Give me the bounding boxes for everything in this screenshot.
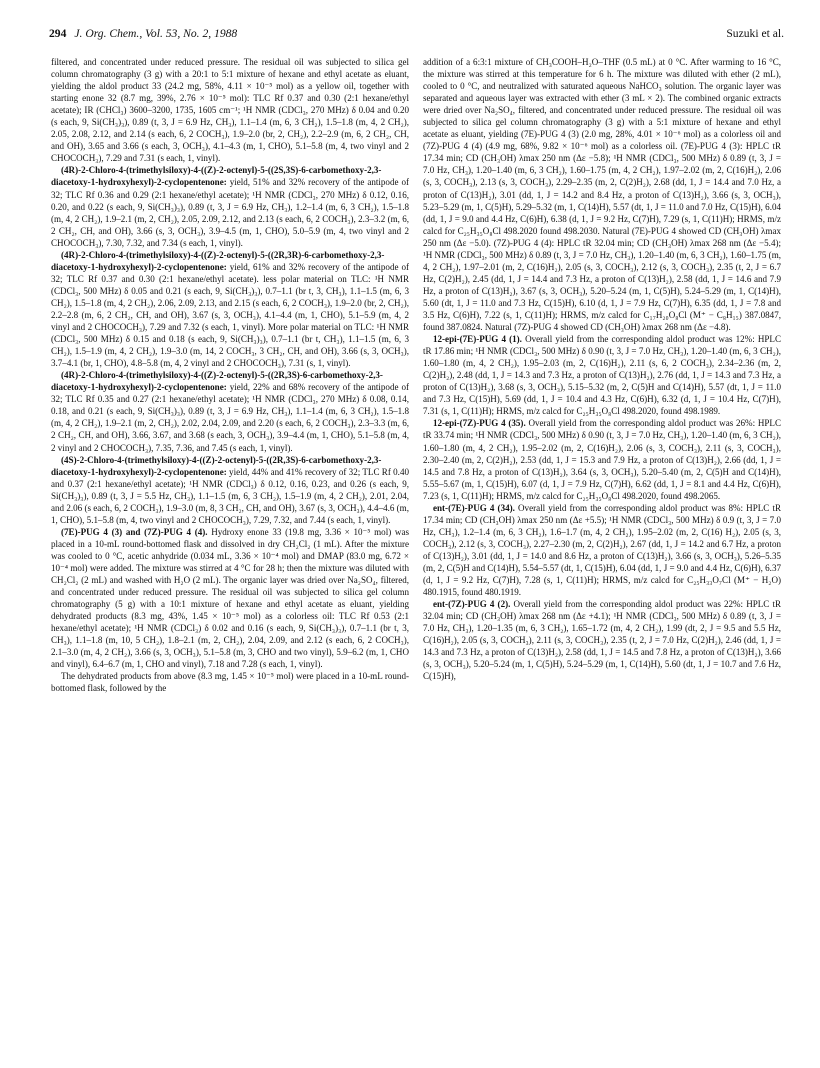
- compound-title: 12-epi-(7E)-PUG 4 (1).: [433, 334, 522, 345]
- compound-title: (7E)-PUG 4 (3) and (7Z)-PUG 4 (4).: [61, 526, 208, 537]
- paragraph: [51, 526, 409, 671]
- header-left: [49, 27, 237, 40]
- paragraph: [423, 417, 781, 501]
- paragraph: [51, 454, 409, 526]
- paragraph-text: yield, 44% and 41% recovery of 32; TLC Rf 0.40 and 0.37 (2:1 hexane/ethyl acetate); ¹H NMR (CDCl₃) δ 0.12, 0.16, 0.23, and 0.26 (s each, 9, Si(CH₃)₃), 0.89 (t, 3, J = 5.5 Hz, CH₃), 1.1–1.5 (m, 6, 3 CH₂), 1.5–1.9 (m, 4, 2 CH₂), 2.01, 2.04, and 2.06 (s each, 6, 2 COCH₃), 1.9–3.0 (m, 8, 3 CH₂, CH, and OH), 3.67 (s, 3, OCH₃), 4.4–4.6 (m, 1, CHO), 5.1–5.8 (m, 4, two vinyl and 2 CHOCOCH₃), 7.29, 7.32, and 7.44 (s each, 1, vinyl).: [51, 466, 409, 525]
- compound-title: (4R)-2-Chloro-4-(trimethylsiloxy)-4-((Z)-2-octenyl)-5-((2S,3S)-6-carbomethoxy-2,3-diacetoxy-1-hydroxyhexyl)-2-cyclopentenone:: [51, 165, 382, 188]
- left-column: [51, 56, 409, 1056]
- paragraph-text: Hydroxy enone 33 (19.8 mg, 3.36 × 10⁻⁵ mol) was placed in a 10-mL round-bottomed flask and dissolved in dry CH₂Cl₂ (1 mL). After the mixture was cooled to 0 °C, acetic anhydride (0.034 mL, 3.36 × 10⁻⁴ mol) and DMAP (83.0 mg, 6.72 × 10⁻⁴ mol) were added. The mixture was stirred at 4 °C for 28 h; then the mixture was diluted with CH₂Cl₂ (2 mL) and washed with H₂O (2 mL). The organic layer was dried over Na₂SO₄, filtered, and concentrated under reduced pressure. The residual oil was subjected to silica gel column chromatography (5 g) with a 10:1 mixture of hexane and ethyl acetate as eluant, yielding dehydrated products (8.3 mg, 43%, 1.45 × 10⁻⁵ mol) as a colorless oil: TLC Rf 0.53 (2:1 hexane/ethyl acetate); ¹H NMR (CDCl₃) δ 0.02 and 0.16 (s each, 9, Si(CH₃)₃), 0.7–1.1 (br t, 3, CH₃), 1.1–1.8 (m, 10, 5 CH₂), 1.8–2.1 (m, 2, CH₂), 2.04, 2.09, and 2.12 (s each, 6, 2 COCH₃), 2.1–3.0 (m, 4, 2 CH₂), 3.66 (s, 3, OCH₃), 5.1–5.8 (m, 3, CHO and two vinyl), 5.9–6.2 (m, 1, CHO and vinyl), 6.4–6.7 (m, 1, CHO and vinyl), 7.18 and 7.28 (s each, 1, vinyl).: [51, 526, 409, 670]
- paragraph-text: Overall yield from the corresponding aldol product was 8%: HPLC tR 17.34 min; CD (CH₃OH) λmax 250 nm (Δε +5.5); ¹H NMR (CDCl₃, 500 MHz) δ 0.9 (t, 3, J = 7.0 Hz, CH₃), 1.2–1.4 (m, 6, 3 CH₂), 1.6–1.7 (m, 4, 2 CH₂), 1.95–2.02 (m, 2, C(16) H₂), 2.05 (s, 3, COCH₃), 2.12 (s, 3, COCH₃), 2.27–2.30 (m, 2, C(2)H₂), 2.67 (dd, 1, J = 14.2 and 6.7 Hz, a proton of C(13)H₂), 3.01 (dd, 1, J = 14.0 and 8.6 Hz, a proton of C(13)H₂), 3.66 (s, 3, OCH₃), 5.26–5.35 (m, 2, C(5)H and C(14)H), 5.54–5.57 (dt, 1, C(15)H), 6.04 (dd, 1, J = 9.0 and 4.4 Hz, C(6)H), 6.37 (d, 1, J = 9.2 Hz, C(7)H), 7.28 (s, 1, C(11)H); HRMS, m/z calcd for C₂₅H₃₃O₇Cl (M⁺ − H₂O) 480.1915, found 480.1919.: [423, 502, 781, 598]
- paragraph-text: Overall yield from the corresponding aldol product was 22%: HPLC tR 32.04 min; CD (CH₃OH) λmax 268 nm (Δε +4.1); ¹H NMR (CDCl₃, 500 MHz) δ 0.89 (t, 3, J = 7.0 Hz, CH₃), 1.20–1.35 (m, 6, 3 CH₂), 1.65–1.72 (m, 4, 2 CH₂), 1.99 (dt, 2, J = 9.5 and 5.5 Hz, C(16)H₂), 2.05 (s, 3, COCH₃), 2.11 (s, 3, COCH₃), 2.35 (t, 2, J = 7.0 Hz, C(2)H₂), 2.46 (dd, 1, J = 14.3 and 7.3 Hz, a proton of C(13)H₂), 2.58 (dd, 1, J = 14.5 and 7.8 Hz, a proton of C(13)H₂), 3.66 (s, 3, OCH₃), 5.20–5.24 (m, 1, C(5)H), 5.24–5.29 (m, 1, C(14)H), 5.60 (dt, 1, J = 10.7 and 7.6 Hz, C(15)H),: [423, 599, 781, 682]
- compound-title: 12-epi-(7Z)-PUG 4 (35).: [433, 418, 526, 429]
- paragraph: [423, 56, 781, 333]
- header-authors: Suzuki et al.: [726, 27, 784, 40]
- page-number: 294: [49, 27, 67, 40]
- paragraph-text: yield, 61% and 32% recovery of the antipode of 32; TLC Rf 0.37 and 0.30 (2:1 hexane/ethyl acetate). less polar material on TLC: ¹H NMR (CDCl₃, 500 MHz) δ 0.05 and 0.21 (s each, 9, Si(CH₃)₃), 0.7–1.1 (br t, 3, CH₃), 1.1–1.5 (m, 6, 3 CH₂), 1.5–1.8 (m, 4, 2 CH₂), 2.06, 2.09, 2.13, and 2.15 (s each, 6, 2 COCH₃), 1.9–2.0 (br, 2, CH₂), 2.2–2.8 (m, 6, 2 CH₂, CH, and OH), 3.67 (s, 3, OCH₃), 4.1–4.4 (m, 1, CHO), 5.1–5.9 (m, 4, 2 vinyl and 2 CHOCOCH₃), 7.29 and 7.32 (s each, 1, vinyl). More polar material on TLC: ¹H NMR (CDCl₃, 500 MHz) δ 0.15 and 0.18 (s each, 9, Si(CH₃)₃), 0.7–1.1 (br t, CH₃), 1.1–1.5 (m, 6, 3 CH₂), 1.5–1.9 (m, 4, 2 CH₂), 1.9–3.0 (m, 14, 2 COCH₃, 3 CH₂, CH, and OH), 3.66 (s, 3, OCH₃), 3.7–4.1 (br, 1, CHO), 4.8–5.8 (m, 4, 2 vinyl and 2 CHOCOCH₃), 7.31 (s, 1, vinyl).: [51, 261, 409, 369]
- paragraph: [423, 598, 781, 682]
- compound-title: ent-(7Z)-PUG 4 (2).: [433, 599, 511, 610]
- paragraph: [51, 670, 409, 694]
- compound-title: (4S)-2-Chloro-4-(trimethylsiloxy)-4-((Z)-2-octenyl)-5-((2R,3S)-6-carbomethoxy-2,3-diacetoxy-1-hydroxyhexyl)-2-cyclopentenone:: [51, 454, 382, 477]
- paragraph-text: Overall yield from the corresponding aldol product was 12%: HPLC tR 17.86 min; ¹H NMR (CDCl₃, 500 MHz) δ 0.90 (t, 3, J = 7.0 Hz, CH₃), 1.20–1.40 (m, 6, 3 CH₂), 1.60–1.80 (m, 4, 2 CH₂), 1.95–2.03 (m, 2, C(16)H₂), 2.11 (s, 6, 2 COCH₃), 2.34–2.36 (m, 2, C(2)H₂), 2.48 (dd, 1, J = 14.3 and 7.3 Hz, a proton of C(13)H₂), 2.76 (dd, 1, J = 14.3 and 7.3 Hz, a proton of C(13)H₂), 3.68 (s, 3, OCH₃), 5.15–5.32 (m, 2, C(5)H and C(14)H), 5.57 (dt, 1, J = 11.0 and 7.3 Hz, C(15)H), 5.69 (dd, 1, J = 10.4 and 4.3 Hz, C(6)H), 6.32 (d, 1, J = 10.4 Hz, C(7)H), 7.31 (s, 1, C(11)H); HRMS, m/z calcd for C₂₅H₃₅O₈Cl 498.2020, found 498.1989.: [423, 334, 781, 417]
- paragraph-text: The dehydrated products from above (8.3 mg, 1.45 × 10⁻⁵ mol) were placed in a 10-mL round-bottomed flask, followed by the: [51, 671, 409, 694]
- compound-title: (4R)-2-Chloro-4-(trimethylsiloxy)-4-((Z)-2-octenyl)-5-((2R,3S)-6-carbomethoxy-2,3-diacetoxy-1-hydroxyhexyl)-2-cyclopentenone:: [51, 370, 383, 393]
- paragraph: [51, 164, 409, 248]
- paragraph-text: yield, 22% and 68% recovery of the antipode of 32; TLC Rf 0.35 and 0.27 (2:1 hexane/ethyl acetate); ¹H NMR (CDCl₃, 270 MHz) δ 0.08, 0.14, 0.18, and 0.21 (s each, 9, Si(CH₃)₃), 0.89 (t, 3, J = 6.9 Hz, CH₃), 1.1–1.4 (m, 6, 3 CH₂), 1.5–1.8 (m, 4, 2 CH₂), 1.9–2.1 (m, 2, CH₂), 2.02, 2.04, 2.09, and 2.20 (s each, 6, 2 COCH₃), 2.3–3.3 (m, 6, 2 CH₂, CH, and OH), 3.66, 3.67, and 3.68 (s each, 3, OCH₃), 3.9–4.4 (m, 1, CHO), 5.1–5.8 (m, 4, 2 vinyl and 2 CHOCOCH₃), 7.35, 7.36, and 7.45 (s each, 1, vinyl).: [51, 382, 409, 453]
- paragraph: [51, 56, 409, 164]
- paragraph-text: filtered, and concentrated under reduced pressure. The residual oil was subjected to silica gel column chromatography (3 g) with a 20:1 to 5:1 mixture of hexane and ethyl acetate as eluant, yielding the aldol product 33 (24.2 mg, 58%, 4.11 × 10⁻⁵ mol) as a yellow oil, together with starting enone 32 (8.7 mg, 39%, 2.76 × 10⁻⁵ mol): TLC Rf 0.37 and 0.30 (2:1 hexane/ethyl acetate); IR (CHCl₃) 3600–3200, 1735, 1605 cm⁻¹; ¹H NMR (CDCl₃, 270 MHz) δ 0.04 and 0.20 (s each, 9, Si(CH₃)₃), 0.89 (t, 3, J = 6.9 Hz, CH₃), 1.1–1.4 (m, 6, 3 CH₂), 1.5–1.8 (m, 4, 2 CH₂), 2.05, 2.08, 2.12, and 2.14 (s each, 6, 2 COCH₃), 1.9–2.0 (br, 2, CH₂), 2.2–2.9 (m, 6, 2 CH₂, CH, and OH), 3.65 and 3.66 (s each, 3, OCH₃), 4.1–4.3 (m, 1, CHO), 5.1–5.8 (m, 4, two vinyl and 2 CHOCOCH₃), 7.29 and 7.31 (s each, 1, vinyl).: [51, 57, 409, 164]
- compound-title: (4R)-2-Chloro-4-(trimethylsiloxy)-4-((Z)-2-octenyl)-5-((2R,3R)-6-carbomethoxy-2,3-diacetoxy-1-hydroxyhexyl)-2-cyclopentenone:: [51, 249, 385, 272]
- journal-citation: J. Org. Chem., Vol. 53, No. 2, 1988: [74, 27, 238, 40]
- paragraph-text: yield, 51% and 32% recovery of the antipode of 32; TLC Rf 0.36 and 0.29 (2:1 hexane/ethyl acetate); ¹H NMR (CDCl₃, 270 MHz) δ 0.12, 0.16, 0.20, and 0.22 (s each, 9, Si(CH₃)₃), 0.89 (t, 3, J = 6.9 Hz, CH₃), 1.2–1.4 (m, 6, 3 CH₂), 1.5–1.8 (m, 4, 2 CH₂), 1.9–2.1 (m, 2, CH₂), 2.05, 2.09, 2.12, and 2.13 (s each, 6, 2 COCH₃), 2.3–3.2 (m, 6, 2 CH₂, CH, and OH), 3.66 (s, 3, OCH₃), 3.9–4.5 (m, 1, CHO), 5.0–5.9 (m, 4, two vinyl and 2 CHOCOCH₃), 7.30, 7.32, and 7.34 (s each, 1, vinyl).: [51, 177, 409, 248]
- paragraph-text: Overall yield from the corresponding aldol product was 26%: HPLC tR 33.74 min; ¹H NMR (CDCl₃, 500 MHz) δ 0.90 (t, 3, J = 7.0 Hz, CH₃), 1.20–1.40 (m, 6, 3 CH₂), 1.60–1.80 (m, 4, 2 CH₂), 1.95–2.02 (m, 2, C(16)H₂), 2.06 (s, 3, COCH₃), 2.11 (s, 3, COCH₃), 2.30–2.40 (m, 2, C(2)H₂), 2.53 (dd, 1, J = 15.3 and 7.9 Hz, a proton of C(13)H₂), 2.66 (dd, 1, J = 14.5 and 7.8 Hz, a proton of C(13)H₂), 3.64 (s, 3, OCH₃), 5.20–5.40 (m, 2, C(5)H and C(14)H), 5.55–5.67 (m, 1, C(15)H), 6.07 (d, 1, J = 7.9 Hz, C(7)H), 6.62 (dd, 1, J = 8.1 and 4.4 Hz, C(6)H), 7.23 (s, 1, C(11)H); HRMS, m/z calcd for C₂₅H₃₅O₈Cl 498.2020, found 498.2065.: [423, 418, 781, 501]
- paragraph: [51, 249, 409, 369]
- running-header: [49, 27, 784, 43]
- compound-title: ent-(7E)-PUG 4 (34).: [433, 502, 515, 513]
- paragraph: [423, 502, 781, 598]
- paragraph: [423, 333, 781, 417]
- paragraph: [51, 369, 409, 453]
- paragraph-text: addition of a 6:3:1 mixture of CH₃COOH–H₂O–THF (0.5 mL) at 0 °C. After warming to 16 °C, the mixture was stirred at this temperature for 6 h. The mixture was diluted with ether (2 mL), cooled to 0 °C, and neutralized with saturated aqueous NaHCO₃ solution. The organic layer was separated and aqueous layer was extracted with ether (3 mL × 2). The combined organic extracts were dried over Na₂SO₄, filtered, and concentrated under reduced pressure. The residual oil was subjected to silica gel column chromatography (3 g) with a 5:1 mixture of hexane and ethyl acetate as eluant, yielding (7E)-PUG 4 (3) (2.0 mg, 28%, 4.01 × 10⁻⁶ mol) as a colorless oil and (7Z)-PUG 4 (4) (4.9 mg, 68%, 9.82 × 10⁻⁶ mol) as a colorless oil. (7E)-PUG 4 (3): HPLC tR 17.34 min; CD (CH₃OH) λmax 250 nm (Δε −5.8); ¹H NMR (CDCl₃, 500 MHz) δ 0.89 (t, 3, J = 7.0 Hz, CH₃), 1.20–1.40 (m, 6, 3 CH₂), 1.60–1.75 (m, 4, 2 CH₂), 1.97–2.02 (m, 2, C(16)H₂), 2.06 (s, 3, COCH₃), 2.13 (s, 3, COCH₃), 2.29–2.35 (m, 2, C(2)H₂), 2.68 (dd, 1, J = 14.4 and 7.0 Hz, a proton of C(13)H₂), 3.01 (dd, 1, J = 14.2 and 8.4 Hz, a proton of C(13)H₂), 3.66 (s, 3, OCH₃), 5.23–5.29 (m, 1, C(5)H), 5.29–5.32 (m, 1, C(14)H), 5.57 (dt, 1, J = 11.0 and 7.0 Hz, C(15)H), 6.04 (dd, 1, J = 9.0 and 4.4 Hz, C(6)H), 6.38 (d, 1, J = 9.2 Hz, C(7)H), 7.29 (s, 1, C(11)H); HRMS, m/z calcd for C₂₅H₃₅O₈Cl 498.2020 found 498.2030. Natural (7E)-PUG 4 showed CD (CH₃OH) λmax 250 nm (Δε −5.0). (7Z)-PUG 4 (4): HPLC tR 32.04 min; CD (CH₃OH) λmax 268 nm (Δε −5.4); ¹H NMR (CDCl₃, 500 MHz) δ 0.89 (t, 3, J = 7.0 Hz, CH₃), 1.20–1.40 (m, 6, 3 CH₂), 1.60–1.75 (m, 4, 2 CH₂), 1.97–2.01 (m, 2, C(16)H₂), 2.05 (s, 3, COCH₃), 2.12 (s, 3, COCH₃), 2.35 (t, 2, J = 6.7 Hz, C(2)H₂), 2.45 (dd, 1, J = 14.4 and 7.3 Hz, a proton of C(13)H₂), 2.58 (dd, 1, J = 14.6 and 7.9 Hz, a proton of C(13)H₂), 3.67 (s, 3, OCH₃), 5.20–5.24 (m, 1, C(5)H), 5.24–5.29 (m, 1, C(14)H), 5.60 (dt, 1, J = 11.0 and 7.3 Hz, C(15)H), 6.10 (d, 1, J = 7.9 Hz, C(7)H), 6.35 (dd, 1, J = 7.8 and 3.5 Hz, C(6)H), 7.22 (s, 1, C(11)H); HRMS, m/z calcd for C₁₇H₂₀O₈Cl (M⁺ − C₈H₁₅) 387.0847, found 387.0824. Natural (7Z)-PUG 4 showed CD (CH₃OH) λmax 268 nm (Δε −4.8).: [423, 57, 781, 333]
- right-column: [423, 56, 781, 1056]
